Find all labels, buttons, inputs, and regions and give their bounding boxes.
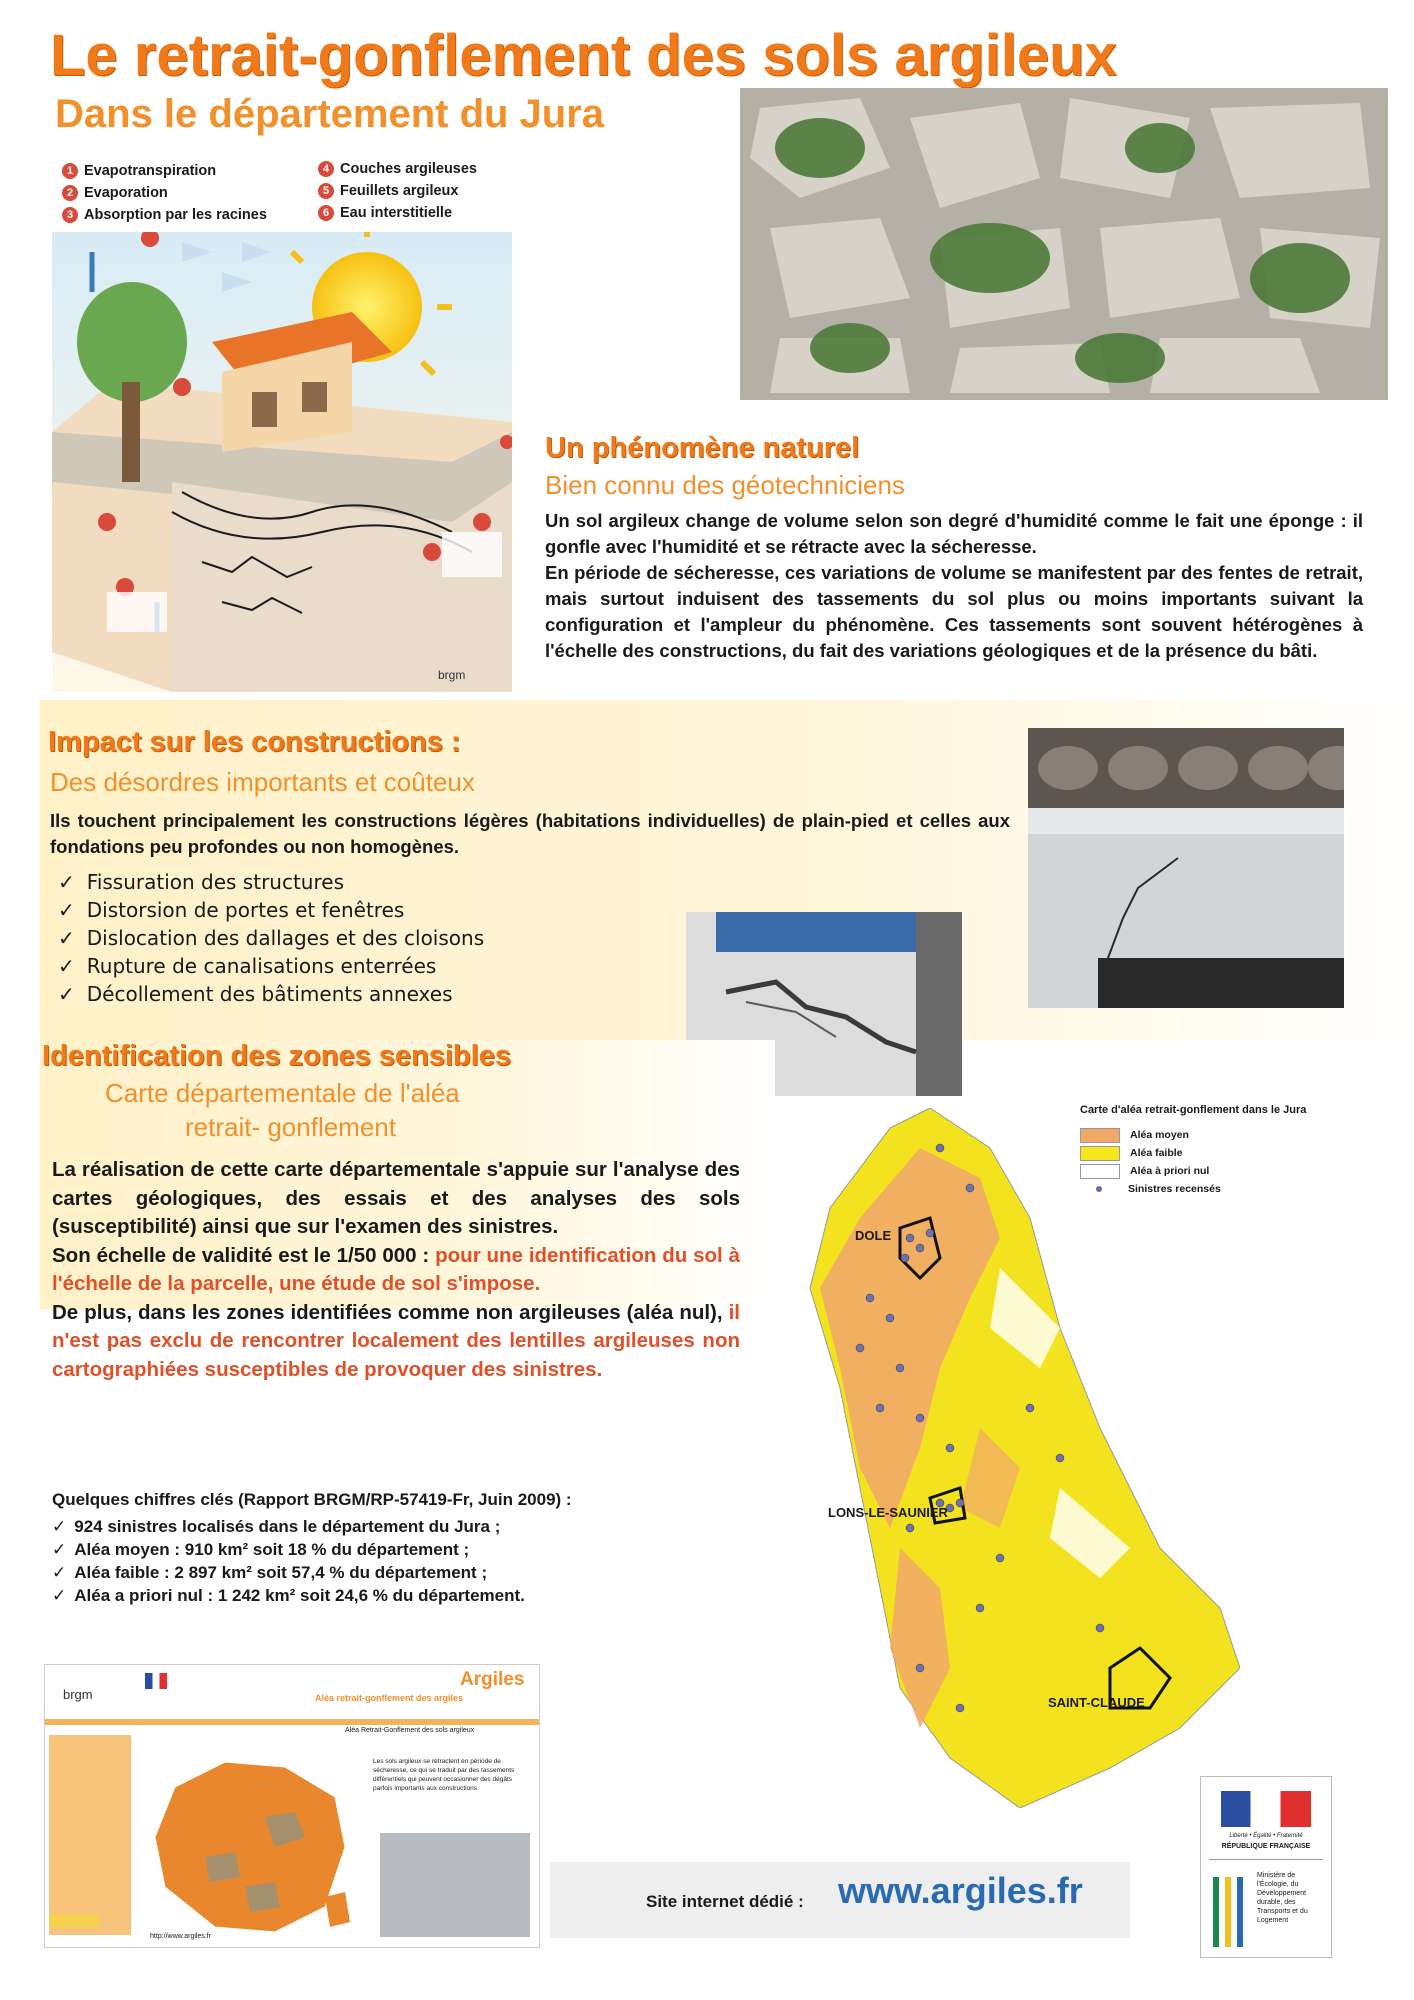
list-item: ✓ Aléa faible : 2 897 km² soit 57,4 % du département ; <box>52 1563 488 1582</box>
list-item: ✓ Dislocation des dallages et des cloisons <box>58 926 485 950</box>
cracked-soil-photo <box>740 88 1388 400</box>
wall-crack-photo <box>1028 728 1344 1008</box>
jura-hazard-map <box>800 1108 1240 1808</box>
soil-diagram-illustration <box>52 232 512 692</box>
key-figures: Quelques chiffres clés (Rapport BRGM/RP-57419-Fr, Juin 2009) : ✓ 924 sinistres localisés dans le département du Jura ; ✓ Aléa moyen : 910 km² soit 18 % du département ; ✓ Aléa faible : 2 897 km² soit 57,4 % du département ; ✓ Aléa a priori nul : 1 242 km² soit 24,6 % du département. <box>52 1490 572 1605</box>
list-item: ✓ Distorsion de portes et fenêtres <box>58 898 405 922</box>
section2-intro: Ils touchent principalement les constructions légères (habitations individuelles) de plain-pied et celles aux fondations peu profondes ou non homogènes. <box>50 810 1010 857</box>
section2-title: Impact sur les constructions : <box>48 726 461 758</box>
list-item: ✓ Décollement des bâtiments annexes <box>58 982 453 1006</box>
diagram-legend-col1: 1 Evapotranspiration 2 Evaporation 3 Absorption par les racines <box>62 160 267 226</box>
website-screenshot: brgm Argiles Aléa retrait-gonflement des argiles Aléa Retrait-Gonflement des sols argileux Les sols argileux se rétractent en période de sécheresse, ce qui se traduit par des tassements différentiels qui peuvent occasionner des dégâts parfois importants aux constructions http://www.argiles.fr <box>44 1664 540 1948</box>
section3-subtitle-2: retrait- gonflement <box>185 1112 396 1142</box>
map-city-saint-claude: SAINT-CLAUDE <box>1048 1695 1145 1710</box>
section3-body: La réalisation de cette carte départementale s'appuie sur l'analyse des cartes géologiques, des essais et des analyses des sols (susceptibilité) ainsi que sur l'examen des sinistres. Son échelle de validité est le 1/50 000 : pour une identification du sol à l'échelle de la parcelle, une étude de sol s'impose. De plus, dans les zones identifiées comme non argileuses (aléa nul), il n'est pas exclu de rencontrer localement des lentilles argileuses non cartographiées susceptibles de provoquer des sinistres. <box>52 1158 740 1381</box>
list-item: ✓ Aléa moyen : 910 km² soit 18 % du département ; <box>52 1540 470 1559</box>
page-title: Le retrait-gonflement des sols argileux <box>50 23 1117 88</box>
damage-list <box>58 868 484 1008</box>
list-item: ✓ Rupture de canalisations enterrées <box>58 954 437 978</box>
list-item: ✓ Fissuration des structures <box>58 870 344 894</box>
section1-title: Un phénomène naturel <box>545 432 860 464</box>
list-item: ✓ 924 sinistres localisés dans le département du Jura ; <box>52 1517 501 1536</box>
brgm-logo: brgm <box>438 668 466 682</box>
marianne-flag-icon <box>1221 1791 1311 1827</box>
section2-subtitle: Des désordres importants et coûteux <box>50 767 475 797</box>
map-legend: Aléa moyen Aléa faible Aléa à priori nul Sinistres recensés <box>1080 1126 1221 1198</box>
site-label: Site internet dédié : <box>646 1892 804 1911</box>
map-city-dole: DOLE <box>855 1228 892 1243</box>
ministry-logo: Liberté • Égalité • Fraternité RÉPUBLIQUE FRANÇAISE Ministère de l'Écologie, du Développement durable, des Transports et du Logement <box>1200 1776 1332 1958</box>
section1-body: Un sol argileux change de volume selon son degré d'humidité comme le fait une éponge : il gonfle avec l'humidité et se rétracte avec la sécheresse. En période de sécheresse, ces variations de volume se manifestent par des fentes de retrait, mais surtout induisent des tassements du sol plus ou moins importants suivant la configuration et l'ampleur du phénomène. Ces tassements sont souvent hétérogènes à l'échelle des constructions, du fait des variations géologiques et de la présence du bâti. <box>545 510 1363 661</box>
section3-title: Identification des zones sensibles <box>42 1040 511 1072</box>
list-item: ✓ Aléa a priori nul : 1 242 km² soit 24,6 % du département. <box>52 1586 525 1605</box>
section3-subtitle-1: Carte départementale de l'aléa <box>105 1078 460 1108</box>
page-subtitle: Dans le département du Jura <box>55 92 605 136</box>
site-url-link[interactable]: www.argiles.fr <box>838 1870 1083 1911</box>
section1-subtitle: Bien connu des géotechniciens <box>545 470 905 500</box>
map-city-lons: LONS-LE-SAUNIER <box>828 1505 948 1520</box>
diagram-legend-col2: 4 Couches argileuses 5 Feuillets argileux 6 Eau interstitielle <box>318 158 477 224</box>
map-title: Carte d'aléa retrait-gonflement dans le Jura <box>1080 1104 1307 1116</box>
